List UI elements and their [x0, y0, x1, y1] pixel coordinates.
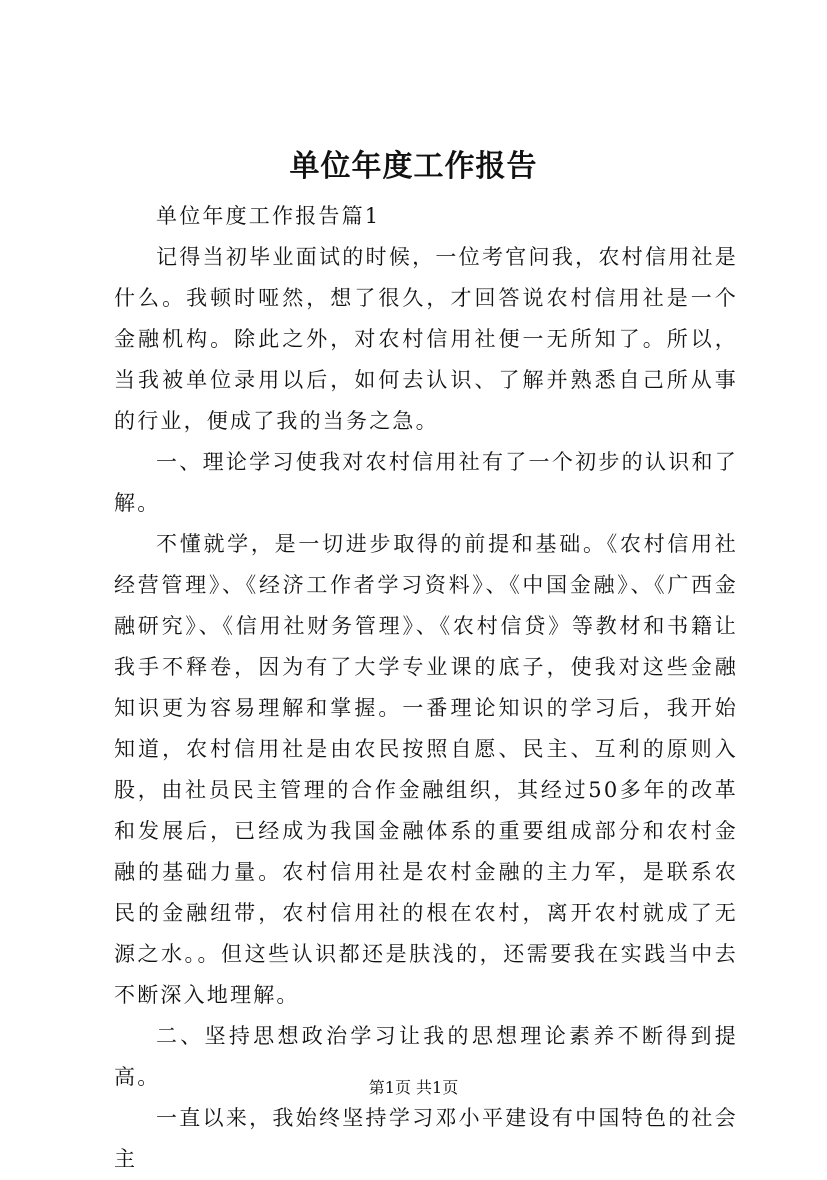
- paragraph-theory: 不懂就学，是一切进步取得的前提和基础。《农村信用社经营管理》、《经济工作者学习资料》、《中国金融》、《广西金融研究》、《信用社财务管理》、《农村信贷》等教材和书籍让我手不释卷，因为有了大学专业课的底子，使我对这些金融知识更为容易理解和掌握。一番理论知识的学习后，我开始知道，农村信用社是由农民按照自愿、民主、互利的原则入股，由社员民主管理的合作金融组织，其经过50多年的改革和发展后，已经成为我国金融体系的重要组成部分和农村金融的基础力量。农村信用社是农村金融的主力军，是联系农民的金融纽带，农村信用社的根在农村，离开农村就成了无源之水。。但这些认识都还是肤浅的，还需要我在实践当中去不断深入地理解。: [114, 532, 738, 1007]
- page-footer: 第1页 共1页: [368, 1078, 459, 1097]
- document-body: [114, 196, 738, 1180]
- paragraph-politics: 一直以来，我始终坚持学习邓小平建设有中国特色的社会主: [114, 1106, 738, 1171]
- section-heading-one: 一、理论学习使我对农村信用社有了一个初步的认识和了解。: [114, 450, 738, 515]
- section-heading: 单位年度工作报告篇1: [156, 204, 381, 228]
- document-title: 单位年度工作报告: [289, 149, 538, 184]
- paragraph-intro: 记得当初毕业面试的时候，一位考官问我，农村信用社是什么。我顿时哑然，想了很久，才回答说农村信用社是一个金融机构。除此之外，对农村信用社便一无所知了。所以，当我被单位录用以后，如何去认识、了解并熟悉自己所从事的行业，便成了我的当务之急。: [114, 245, 738, 433]
- section-heading-two: 二、坚持思想政治学习让我的思想理论素养不断得到提高。: [114, 1024, 738, 1089]
